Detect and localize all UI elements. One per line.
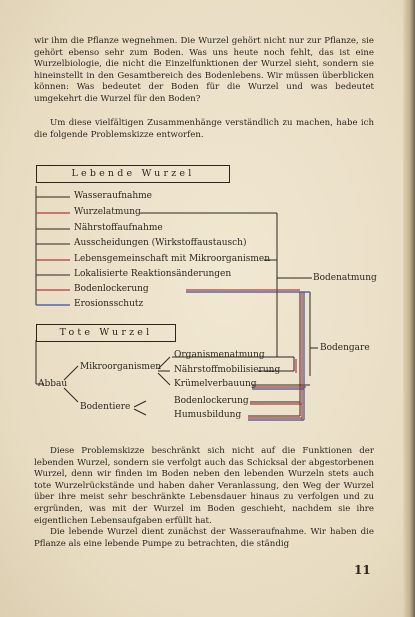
item-reaktionsaenderungen: Lokalisierte Reaktionsänderungen: [74, 269, 232, 279]
effect-humusbildung: Humusbildung: [174, 410, 242, 420]
item-wasseraufnahme: Wasseraufnahme: [74, 191, 153, 201]
target-bodenatmung: Bodenatmung: [313, 273, 377, 283]
item-wurzelatmung: Wurzelatmung: [74, 207, 141, 217]
living-root-header: Lebende Wurzel: [36, 165, 230, 183]
effect-naehrstoffmobilisierung: Nährstoffmobilisierung: [174, 365, 281, 375]
bottom-paragraph-1: Diese Problemskizze beschränkt sich nicht auf die Funktionen der lebenden Wurzel, sondern sie verfolgt auch das Schicksal der abgestorbenen Wurzel, denn wir finden im Boden neben den lebenden Wurzeln stets auch tote Wurzelrückstände und haben daher Veranlassung, den Weg der Wurzel über ihre meist sehr beschränkte Lebensdauer hinaus zu verfolgen und zu ergründen, was mit der Wurzel im Boden geschieht, nachdem sie ihre eigentlichen Lebensaufgaben erfüllt hat.: [34, 446, 374, 526]
item-ausscheidungen: Ausscheidungen (Wirkstoffaustausch): [74, 238, 247, 248]
label-mikroorganismen: Mikroorganismen: [80, 362, 162, 372]
target-bodengare: Bodengare: [320, 343, 370, 353]
dead-root-header: Tote Wurzel: [36, 324, 176, 342]
top-paragraph: wir ihm die Pflanze wegnehmen. Die Wurzel gehört nicht nur zur Pflanze, sie gehört ebenso sehr zum Boden. Was uns heute noch fehlt, das ist eine Wurzelbiologie, die nicht die Einzelfunktionen der Wurzel sieht, sondern sie hineinstellt in den Gesamtbereich des Bodenlebens. Wir müssen überblicken können: Was bedeutet der Boden für die Wurzel und was bedeutet umgekehrt die Wurzel für den Boden?: [34, 36, 374, 104]
label-abbau: Abbau: [38, 379, 68, 389]
book-spine-edge: [403, 0, 415, 617]
effect-kruemelverbauung: Krümelverbauung: [174, 379, 257, 389]
page-number: 11: [354, 563, 371, 577]
effect-organismenatmung: Organismenatmung: [174, 350, 265, 360]
item-lebensgemeinschaft: Lebensgemeinschaft mit Mikroorganismen: [74, 254, 271, 264]
intro-paragraph: Um diese vielfältigen Zusammenhänge verständlich zu machen, habe ich die folgende Problemskizze entworfen.: [34, 118, 374, 140]
label-bodentiere: Bodentiere: [80, 402, 131, 412]
item-naehrstoffaufnahme: Nährstoffaufnahme: [74, 223, 163, 233]
item-bodenlockerung: Bodenlockerung: [74, 284, 149, 294]
bottom-paragraph-2: Die lebende Wurzel dient zunächst der Wasseraufnahme. Wir haben die Pflanze als eine lebende Pumpe zu betrachten, die ständig: [34, 527, 374, 549]
item-erosionsschutz: Erosionsschutz: [74, 299, 144, 309]
effect-bodenlockerung: Bodenlockerung: [174, 396, 249, 406]
